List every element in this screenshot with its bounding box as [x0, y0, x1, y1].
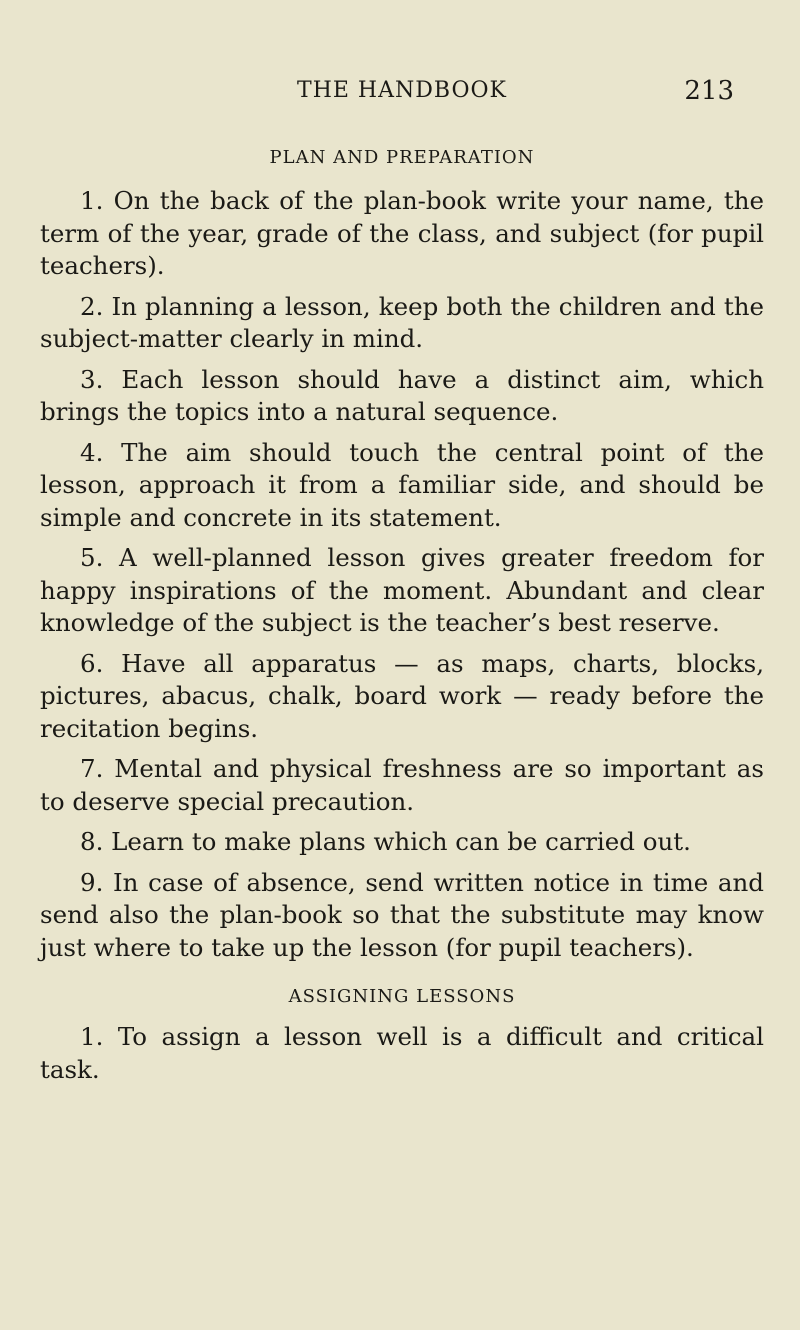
paragraph-plan-1: 1. On the back of the plan-book write your name, the term of the year, grade of the class, and subject (for pupil teachers).: [40, 186, 764, 280]
paragraph-assigning-1: 1. To assign a lesson well is a difficult and critical task.: [40, 1022, 764, 1084]
paragraph-plan-3: 3. Each lesson should have a distinct aim, which brings the topics into a natural sequence.: [40, 364, 764, 426]
paragraph-plan-9: 9. In case of absence, send written notice in time and send also the plan-book so that the substitute may know just where to take up the lesson (for pupil teachers).: [40, 867, 764, 962]
running-head: [40, 78, 764, 118]
paragraph-plan-8: 8. Learn to make plans which can be carried out.: [80, 827, 691, 856]
paragraph-plan-2: 2. In planning a lesson, keep both the children and the subject-matter clearly in mind.: [40, 291, 764, 353]
running-title: THE HANDBOOK: [297, 78, 507, 103]
paragraph-plan-4: 4. The aim should touch the central point of the lesson, approach it from a familiar side, and should be simple and concrete in its statement.: [40, 437, 764, 532]
paragraph-plan-5: 5. A well-planned lesson gives greater freedom for happy inspirations of the moment. Abundant and clear knowledge of the subject is the teacher’s best reserve.: [40, 543, 764, 637]
section-heading-plan-and-preparation: PLAN AND PREPARATION: [269, 147, 535, 168]
page-number: 213: [684, 76, 734, 106]
paragraph-plan-6: 6. Have all apparatus — as maps, charts, blocks, pictures, abacus, chalk, board work — ready before the recitation begins.: [40, 648, 764, 743]
section-heading-assigning-lessons: ASSIGNING LESSONS: [288, 986, 516, 1007]
paragraph-plan-7: 7. Mental and physical freshness are so important as to deserve special precaution.: [40, 754, 764, 816]
